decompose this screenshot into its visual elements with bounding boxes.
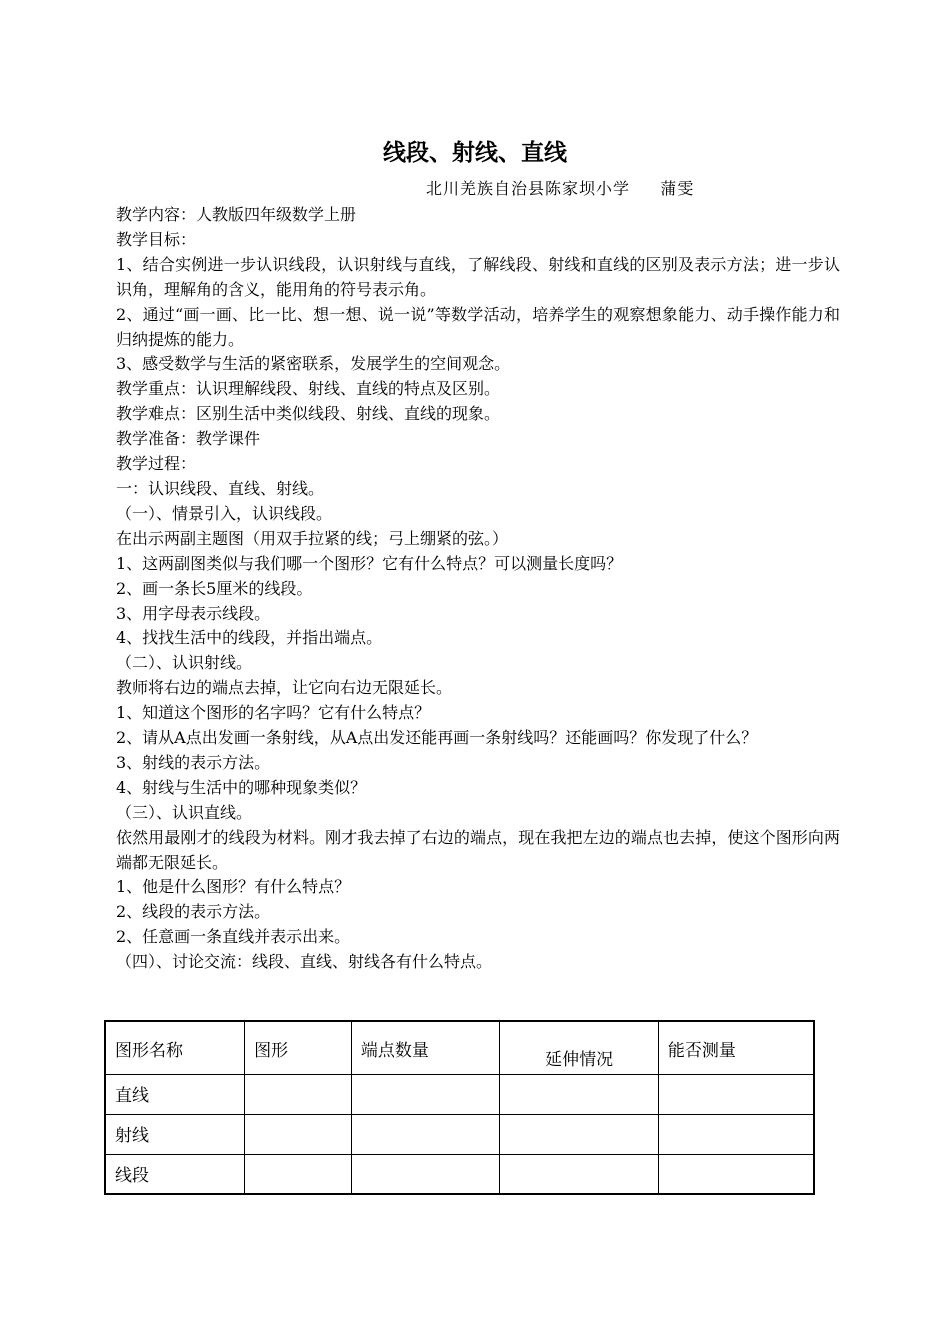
paragraph: 依然用最刚才的线段为材料。刚才我去掉了右边的端点，现在我把左边的端点也去掉，使这个图形向两端都无限延长。 — [116, 827, 840, 872]
table-header-cell: 图形 — [245, 1021, 352, 1074]
table-cell — [500, 1114, 659, 1154]
paragraph: 2、任意画一条直线并表示出来。 — [116, 927, 351, 947]
table-header-cell: 端点数量 — [351, 1021, 500, 1074]
table-cell — [245, 1154, 352, 1194]
document-body — [116, 203, 840, 975]
table-row — [105, 1074, 814, 1114]
table-cell — [500, 1154, 659, 1194]
author-line: 北川羌族自治县陈家坝小学 蒲雯 — [426, 179, 695, 198]
paragraph: 3、射线的表示方法。 — [116, 752, 271, 772]
table-cell — [658, 1114, 814, 1154]
paragraph: （一）、情景引入，认识线段。 — [116, 503, 333, 523]
paragraph: 教学目标： — [116, 229, 197, 249]
table-header-cell: 图形名称 — [105, 1021, 245, 1074]
paragraph: 4、找找生活中的线段，并指出端点。 — [116, 628, 383, 648]
table-row — [105, 1154, 814, 1194]
table-header-cell: 延伸情况 — [500, 1021, 659, 1074]
paragraph: 4、射线与生活中的哪种现象类似？ — [116, 777, 367, 797]
table-header-cell: 能否测量 — [658, 1021, 814, 1074]
table-row-label: 线段 — [105, 1154, 245, 1194]
paragraph: 教学准备：教学课件 — [116, 429, 261, 449]
paragraph: 教学过程： — [116, 454, 197, 474]
paragraph: 在出示两副主题图（用双手拉紧的线；弓上绷紧的弦。） — [116, 528, 509, 548]
paragraph: 教师将右边的端点去掉，让它向右边无限延长。 — [116, 678, 453, 698]
paragraph: （三）、认识直线。 — [116, 802, 253, 822]
paragraph: 2、通过“画一画、比一比、想一想、说一说”等数学活动，培养学生的观察想象能力、动手操作能力和归纳提炼的能力。 — [116, 304, 840, 349]
paragraph: 教学内容：人教版四年级数学上册 — [116, 205, 357, 224]
table-row-label: 直线 — [105, 1074, 245, 1114]
document-title: 线段、射线、直线 — [383, 140, 567, 166]
paragraph: 教学重点：认识理解线段、射线、直线的特点及区别。 — [116, 379, 501, 399]
table-cell — [658, 1074, 814, 1114]
table-cell — [351, 1074, 500, 1114]
paragraph: 一：认识线段、直线、射线。 — [116, 478, 325, 498]
paragraph: 3、感受数学与生活的紧密联系，发展学生的空间观念。 — [116, 354, 511, 374]
paragraph: 2、线段的表示方法。 — [116, 902, 271, 922]
comparison-table — [104, 1020, 815, 1195]
table-cell — [245, 1074, 352, 1114]
table-cell — [658, 1154, 814, 1194]
table-cell — [500, 1074, 659, 1114]
paragraph: 2、画一条长5厘米的线段。 — [116, 578, 313, 598]
table-row — [105, 1114, 814, 1154]
table-cell — [351, 1154, 500, 1194]
paragraph: 教学难点：区别生活中类似线段、射线、直线的现象。 — [116, 404, 501, 424]
paragraph: 1、这两副图类似与我们哪一个图形？它有什么特点？可以测量长度吗？ — [116, 553, 623, 573]
paragraph: 1、知道这个图形的名字吗？它有什么特点？ — [116, 703, 431, 723]
paragraph: 3、用字母表示线段。 — [116, 603, 271, 623]
paragraph: 2、请从A点出发画一条射线，从A点出发还能再画一条射线吗？还能画吗？你发现了什么？ — [116, 728, 758, 748]
paragraph: （四）、讨论交流：线段、直线、射线各有什么特点。 — [116, 952, 493, 972]
table-header-row — [105, 1021, 814, 1074]
paragraph: 1、结合实例进一步认识线段，认识射线与直线，了解线段、射线和直线的区别及表示方法；进一步认识角，理解角的含义，能用角的符号表示角。 — [116, 254, 840, 299]
paragraph: （二）、认识射线。 — [116, 653, 253, 673]
table-cell — [351, 1114, 500, 1154]
table-row-label: 射线 — [105, 1114, 245, 1154]
paragraph: 1、他是什么图形？有什么特点？ — [116, 877, 351, 897]
table-cell — [245, 1114, 352, 1154]
